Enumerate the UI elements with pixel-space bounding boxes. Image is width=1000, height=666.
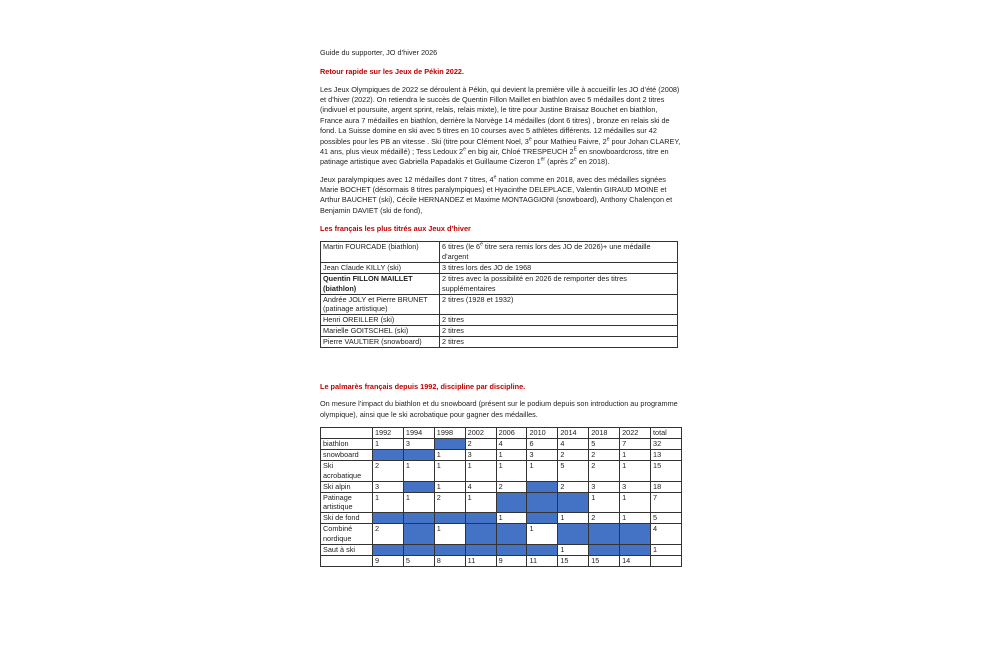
paragraph-olympics: Les Jeux Olympiques de 2022 se déroulent à Pékin, qui devient la première ville à accueillir les JO d’été (2008) et d’hiver (2022). On retiendra le succès de Quentin Fillon Maillet en biathlon avec 5 médailles dont 2 titres (indivuel et poursuite, argent sprint, relais, relais mixte), le titre pour Justine Braisaz Bouchet en biathlon, France aura 7 médailles en biathlon, derrière la Norvège 14 médailles (dont 6 titres) , bronze en relais ski de fond. La Suisse domine en ski avec 5 titres en 10 courses avec 5 athlètes différents. 12 médailles sur 42 possibles pour les PB an vitesse . Ski (titre pour Clément Noel, 3e pour Mathieu Faivre, 2e pour Johan CLAREY, 41 ans, plus vieux médaillé) ; Tess Ledoux 2e en big air, Chloé TRESPEUCH $2^E$ en snowboardcross, titre en patinage artistique avec Gabriella Papadakis et Guillaume Cizeron 1er (après 2e en 2018). [320, 84, 681, 167]
header-row [321, 427, 682, 438]
medal-count-cell [527, 481, 558, 492]
medal-count-cell [465, 513, 496, 524]
discipline-cell: Ski acrobatique [321, 460, 373, 481]
table-row [321, 273, 678, 294]
medal-count-cell [496, 524, 527, 545]
most-titled-table [320, 241, 678, 347]
medal-count-cell [589, 544, 620, 555]
medals-table [320, 427, 682, 567]
discipline-cell: Ski de fond [321, 513, 373, 524]
athlete-name: Henri OREILLER (ski) [321, 315, 440, 326]
table-row [321, 326, 678, 337]
medal-count-cell: 9 [496, 555, 527, 566]
section-title-pekin: Retour rapide sur les Jeux de Pékin 2022. [320, 67, 464, 77]
table-row [321, 481, 682, 492]
athlete-titles: 3 titres lors des JO de 1968 [440, 263, 678, 274]
document-page [320, 48, 682, 567]
medal-count-cell: 18 [651, 481, 682, 492]
medal-count-cell: 1 [620, 460, 651, 481]
medal-count-cell: 9 [373, 555, 404, 566]
medal-count-cell [527, 513, 558, 524]
medal-count-cell: 2 [373, 524, 404, 545]
medal-count-cell: 1 [589, 492, 620, 513]
medal-count-cell: 15 [558, 555, 589, 566]
medal-count-cell: 3 [373, 481, 404, 492]
athlete-titles: 2 titres [440, 315, 678, 326]
column-header [321, 427, 373, 438]
medal-count-cell: 2 [434, 492, 465, 513]
medal-count-cell: 1 [434, 524, 465, 545]
discipline-cell: Ski alpin [321, 481, 373, 492]
medal-count-cell: 4 [496, 438, 527, 449]
discipline-cell: snowboard [321, 449, 373, 460]
medal-count-cell: 1 [527, 460, 558, 481]
medal-count-cell [589, 524, 620, 545]
medal-count-cell: 1 [496, 460, 527, 481]
medal-count-cell: 13 [651, 449, 682, 460]
table-row [321, 294, 678, 315]
table-row [321, 544, 682, 555]
table-row [321, 492, 682, 513]
medal-count-cell: 2 [558, 481, 589, 492]
table-row [321, 438, 682, 449]
medal-count-cell [373, 449, 404, 460]
medal-count-cell: 14 [620, 555, 651, 566]
medal-count-cell: 1 [434, 449, 465, 460]
athlete-titles: 2 titres [440, 336, 678, 347]
medal-count-cell: 8 [434, 555, 465, 566]
paragraph-paralympics: Jeux paralympiques avec 12 médailles dont 7 titres, 4e nation comme en 2018, avec des médailles signées Marie BOCHET (désormais 8 titres paralympiques) et Hyacinthe DELEPLACE, Valentin GIRAUD MOINE et Arthur BAUCHET (ski), Cécile HERNANDEZ et Maxime MONTAGGIONI (snowboard), Anthony Chalençon et Benjamin DAVIET (ski de fond), [320, 174, 673, 215]
medal-count-cell [558, 492, 589, 513]
medal-count-cell: 15 [651, 460, 682, 481]
medal-count-cell: 1 [651, 544, 682, 555]
medal-count-cell: 2 [496, 481, 527, 492]
medal-count-cell: 4 [558, 438, 589, 449]
column-header: 1998 [434, 427, 465, 438]
medal-count-cell: 1 [465, 460, 496, 481]
medal-count-cell [496, 544, 527, 555]
discipline-cell: Saut à ski [321, 544, 373, 555]
medal-count-cell [465, 544, 496, 555]
medal-count-cell [434, 544, 465, 555]
medal-count-cell: 1 [620, 449, 651, 460]
column-header: 1992 [373, 427, 404, 438]
medal-count-cell: 1 [434, 481, 465, 492]
medal-count-cell: 3 [403, 438, 434, 449]
medal-count-cell: 1 [496, 513, 527, 524]
medal-count-cell [527, 544, 558, 555]
athlete-name: Pierre VAULTIER (snowboard) [321, 336, 440, 347]
medal-count-cell [373, 544, 404, 555]
column-header: 2014 [558, 427, 589, 438]
column-header: 1994 [403, 427, 434, 438]
column-header: 2018 [589, 427, 620, 438]
medal-count-cell: 5 [651, 513, 682, 524]
medal-count-cell: 2 [465, 438, 496, 449]
medal-count-cell [558, 524, 589, 545]
discipline-cell: Patinage artistique [321, 492, 373, 513]
medal-count-cell: 2 [373, 460, 404, 481]
table-row [321, 242, 678, 263]
medal-count-cell: 1 [434, 460, 465, 481]
medal-count-cell [465, 524, 496, 545]
medal-count-cell [434, 513, 465, 524]
athlete-titles: 2 titres (1928 et 1932) [440, 294, 678, 315]
medal-count-cell: 4 [465, 481, 496, 492]
medal-count-cell [434, 438, 465, 449]
athlete-name: Quentin FILLON MAILLET (biathlon) [321, 273, 440, 294]
discipline-cell [321, 555, 373, 566]
medal-count-cell: 5 [403, 555, 434, 566]
medal-count-cell: 3 [527, 449, 558, 460]
medal-count-cell: 2 [589, 449, 620, 460]
table-row [321, 449, 682, 460]
athlete-titles: 6 titres (le 6e titre sera remis lors des JO de 2026)+ une médaille d’argent [440, 242, 678, 263]
medal-count-cell: 1 [558, 513, 589, 524]
medal-count-cell: 1 [373, 438, 404, 449]
medal-count-cell: 1 [403, 460, 434, 481]
medal-count-cell: 11 [465, 555, 496, 566]
medal-count-cell: 1 [620, 492, 651, 513]
medal-count-cell: 11 [527, 555, 558, 566]
table-row [321, 460, 682, 481]
medal-count-cell [620, 544, 651, 555]
medal-count-cell: 5 [558, 460, 589, 481]
column-header: 2022 [620, 427, 651, 438]
athlete-name: Andrée JOLY et Pierre BRUNET (patinage artistique) [321, 294, 440, 315]
medal-count-cell: 1 [403, 492, 434, 513]
medal-count-cell: 1 [373, 492, 404, 513]
paragraph-palmares: On mesure l’impact du biathlon et du snowboard (présent sur le podium depuis son introduction au programme olympique), ainsi que le ski acrobatique pour gagner des médailles. [320, 399, 678, 419]
medal-count-cell [403, 449, 434, 460]
medal-count-cell: 7 [651, 492, 682, 513]
medal-count-cell [527, 492, 558, 513]
medal-count-cell: 1 [527, 524, 558, 545]
section-title-most-titled: Les français les plus titrés aux Jeux d’hiver [320, 224, 471, 234]
medal-count-cell: 1 [558, 544, 589, 555]
medal-count-cell: 2 [589, 513, 620, 524]
table-row [321, 315, 678, 326]
table-row [321, 263, 678, 274]
medal-count-cell: 6 [527, 438, 558, 449]
medal-count-cell [373, 513, 404, 524]
medal-count-cell: 5 [589, 438, 620, 449]
medal-count-cell [403, 544, 434, 555]
medal-count-cell [403, 513, 434, 524]
athlete-name: Jean Claude KILLY (ski) [321, 263, 440, 274]
column-header: 2006 [496, 427, 527, 438]
table-row [321, 513, 682, 524]
section-title-palmares: Le palmarès français depuis 1992, discipline par discipline. [320, 381, 526, 391]
medal-count-cell: 3 [620, 481, 651, 492]
column-header: total [651, 427, 682, 438]
medal-count-cell [403, 481, 434, 492]
athlete-name: Marielle GOITSCHEL (ski) [321, 326, 440, 337]
medal-count-cell: 7 [620, 438, 651, 449]
table-row [321, 555, 682, 566]
medal-count-cell: 1 [496, 449, 527, 460]
medal-count-cell: 1 [465, 492, 496, 513]
table-row [321, 336, 678, 347]
medal-count-cell [403, 524, 434, 545]
column-header: 2010 [527, 427, 558, 438]
athlete-titles: 2 titres avec la possibilité en 2026 de remporter des titres supplémentaires [440, 273, 678, 294]
medal-count-cell [496, 492, 527, 513]
discipline-cell: Combiné nordique [321, 524, 373, 545]
medal-count-cell: 2 [589, 460, 620, 481]
medal-count-cell [651, 555, 682, 566]
medal-count-cell: 32 [651, 438, 682, 449]
medal-count-cell: 2 [558, 449, 589, 460]
athlete-name: Martin FOURCADE (biathlon) [321, 242, 440, 263]
medal-count-cell: 4 [651, 524, 682, 545]
column-header: 2002 [465, 427, 496, 438]
medal-count-cell: 3 [465, 449, 496, 460]
medal-count-cell [620, 524, 651, 545]
medal-count-cell: 15 [589, 555, 620, 566]
document-header: Guide du supporter, JO d’hiver 2026 [320, 48, 438, 57]
athlete-titles: 2 titres [440, 326, 678, 337]
medal-count-cell: 1 [620, 513, 651, 524]
discipline-cell: biathlon [321, 438, 373, 449]
medal-count-cell: 3 [589, 481, 620, 492]
table-row [321, 524, 682, 545]
